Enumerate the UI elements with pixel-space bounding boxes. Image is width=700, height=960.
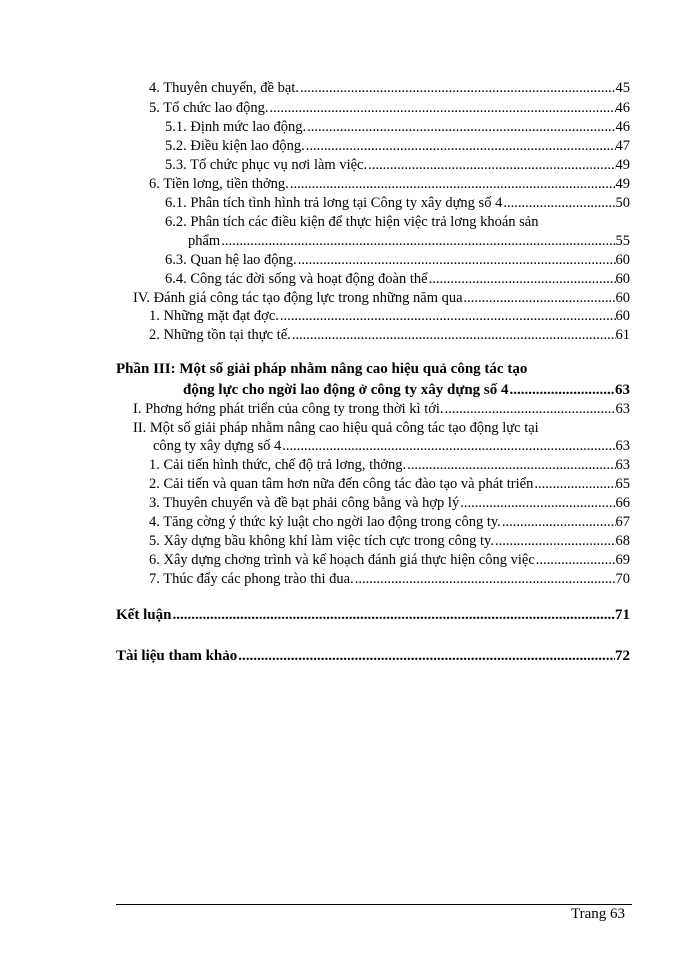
toc-entry (149, 326, 630, 344)
toc-leader (238, 647, 615, 665)
toc-leader (292, 326, 616, 344)
toc-entry (149, 532, 630, 550)
toc-entry-label: 6.4. Công tác đời sống và hoạt động đoàn thể (165, 271, 428, 287)
toc-leader (429, 270, 616, 288)
toc-leader (298, 251, 616, 269)
toc-entry-label: 5.1. Định mức lao động. (165, 119, 307, 135)
toc-entry-label: IV. Đánh giá công tác tạo động lực trong những năm qua (133, 290, 463, 306)
toc-references (116, 647, 630, 665)
toc-entry-page: 47 (615, 138, 630, 154)
toc-entry-page: 63 (615, 401, 630, 417)
toc-entry (149, 175, 630, 193)
toc-entry-label: công ty xây dựng số 4 (153, 438, 282, 454)
toc-leader (407, 456, 615, 474)
toc-entry-page: 45 (615, 80, 630, 96)
toc-entry (165, 137, 630, 155)
toc-entry-page: 71 (615, 607, 630, 623)
toc-entry (165, 118, 630, 136)
toc-entry (133, 289, 630, 307)
toc-entry-page: 63 (615, 438, 630, 454)
toc-conclusion (116, 606, 630, 624)
toc-entry-label: 2. Những tồn tại thực tế. (149, 327, 291, 343)
toc-entry-page: 67 (615, 514, 630, 530)
toc-entry-label: 6.3. Quan hệ lao động. (165, 252, 297, 268)
toc-entry-page: 61 (615, 327, 630, 343)
toc-entry-page: 49 (615, 157, 630, 173)
toc-leader (503, 194, 615, 212)
toc-leader (510, 381, 615, 399)
toc-leader (355, 570, 616, 588)
toc-entry (153, 437, 630, 455)
toc-entry (149, 570, 630, 588)
toc-entry-label: I. Phơng hớng phát triển của công ty trong thời kì tới. (133, 401, 444, 417)
toc-entry (165, 156, 630, 174)
toc-leader (307, 118, 615, 136)
toc-entry-page: 63 (615, 457, 630, 473)
toc-entry-page: 69 (615, 552, 630, 568)
toc-leader (445, 400, 616, 418)
toc-entry-page: 49 (615, 176, 630, 192)
toc-leader (300, 79, 616, 97)
toc-entry (165, 194, 630, 212)
toc-leader (280, 307, 616, 325)
toc-entry-label: Tài liệu tham khảo (116, 648, 238, 664)
toc-entry-continued (133, 419, 630, 437)
toc-entry (165, 251, 630, 269)
toc-leader (290, 175, 616, 193)
toc-entry (149, 475, 630, 493)
toc-entry-label: 6. Xây dựng chơng trình và kế hoạch đánh giá thực hiện công việc (149, 552, 535, 568)
toc-entry-page: 46 (615, 119, 630, 135)
toc-entry-page: 66 (615, 495, 630, 511)
toc-entry-label: 1. Cải tiến hình thức, chế độ trả lơng, thởng. (149, 457, 407, 473)
toc-entry-label: 6. Tiền lơng, tiền thởng. (149, 176, 289, 192)
part-heading-label: động lực cho ngời lao động ở công ty xây dựng số 4 (183, 382, 509, 398)
toc-entry-page: 68 (615, 533, 630, 549)
toc-entry-label: 6.1. Phân tích tình hình trả lơng tại Công ty xây dựng số 4 (165, 195, 503, 211)
toc-entry-continued (165, 213, 630, 231)
toc-leader (495, 532, 616, 550)
toc-entry (149, 456, 630, 474)
toc-entry-page: 72 (615, 648, 630, 664)
toc-entry-page: 65 (615, 476, 630, 492)
toc-entry-label: 3. Thuyên chuyển và đề bạt phải công bằng và hợp lý (149, 495, 460, 511)
toc-leader (172, 606, 615, 624)
toc-entry-label: phẩm (188, 233, 221, 249)
toc-leader (306, 137, 616, 155)
toc-entry-page: 46 (615, 100, 630, 116)
toc-entry (149, 551, 630, 569)
toc-entry-label: II. Một số giải pháp nhằm nâng cao hiệu quả công tác tạo động lực tại (133, 420, 539, 436)
toc-entry-label: 5. Tổ chức lao động. (149, 100, 269, 116)
toc-entry-page: 55 (615, 233, 630, 249)
toc-entry-label: 6.2. Phân tích các điều kiện để thực hiện việc trả lơng khoán sản (165, 214, 539, 230)
toc-entry-page: 60 (615, 308, 630, 324)
toc-entry (149, 494, 630, 512)
toc-entry (165, 270, 630, 288)
toc-entry-label: 2. Cải tiến và quan tâm hơn nữa đến công tác đào tạo và phát triển (149, 476, 534, 492)
toc-entry (133, 400, 630, 418)
toc-entry (149, 307, 630, 325)
part-heading-continued (183, 381, 630, 399)
toc-entry-page: 60 (615, 252, 630, 268)
toc-leader (464, 289, 616, 307)
toc-leader (536, 551, 616, 569)
toc-leader (270, 99, 616, 117)
toc-entry-label: 4. Thuyên chuyển, đề bạt. (149, 80, 299, 96)
toc-entry-page: 50 (615, 195, 630, 211)
toc-leader (368, 156, 615, 174)
toc-leader (282, 437, 615, 455)
toc-entry (149, 99, 630, 117)
toc-entry-page: 60 (615, 290, 630, 306)
toc-entry-label: 4. Tăng cờng ý thức kỷ luật cho ngời lao động trong công ty. (149, 514, 501, 530)
toc-entry-label: 5.3. Tổ chức phục vụ nơi làm việc. (165, 157, 368, 173)
toc-entry-label: 5. Xây dựng bầu không khí làm việc tích cực trong công ty. (149, 533, 494, 549)
toc-entry-label: Kết luận (116, 607, 172, 623)
toc-entry-page: 70 (615, 571, 630, 587)
footer-divider (116, 904, 632, 905)
toc-leader (460, 494, 615, 512)
toc-leader (534, 475, 615, 493)
toc-leader (221, 232, 615, 250)
toc-entry-page: 60 (615, 271, 630, 287)
toc-entry (188, 232, 630, 250)
toc-entry-label: 7. Thúc đẩy các phong trào thi đua. (149, 571, 354, 587)
toc-entry (149, 79, 630, 97)
toc-entry-label: 1. Những mặt đạt đợc. (149, 308, 279, 324)
toc-leader (502, 513, 616, 531)
toc-entry (149, 513, 630, 531)
footer-page-number: Trang 63 (571, 906, 626, 922)
toc-entry-label: 5.2. Điều kiện lao động. (165, 138, 305, 154)
part-heading-page: 63 (615, 382, 630, 398)
part-heading: Phần III: Một số giải pháp nhằm nâng cao hiệu quả công tác tạo (116, 361, 528, 377)
